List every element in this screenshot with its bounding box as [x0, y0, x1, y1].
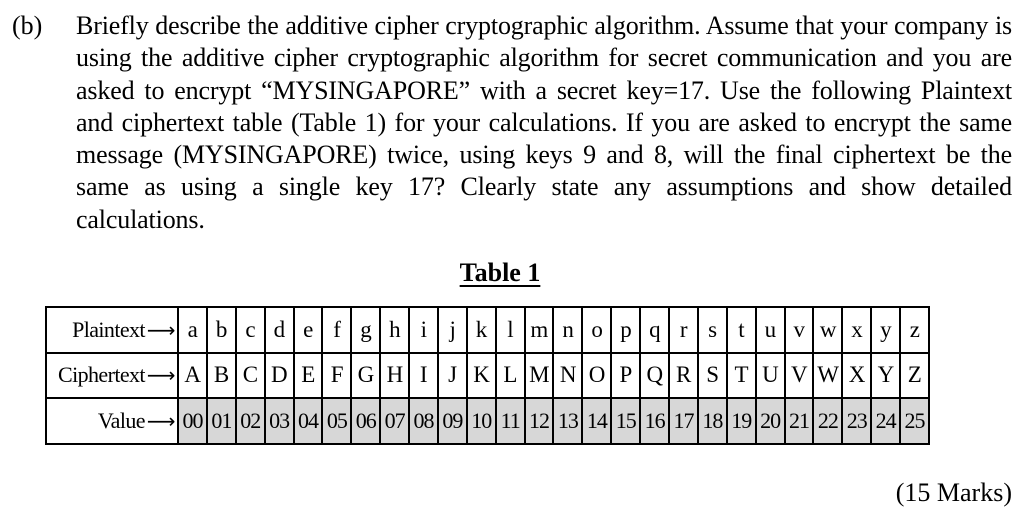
ciphertext-cell: A: [179, 354, 206, 398]
plaintext-cell: v: [786, 308, 813, 352]
plaintext-cell: o: [583, 308, 610, 352]
plaintext-cell: n: [554, 308, 581, 352]
ciphertext-cell: B: [208, 354, 235, 398]
value-cell: 19: [728, 399, 755, 443]
value-cell: 25: [901, 399, 928, 443]
ciphertext-cell: F: [323, 354, 350, 398]
value-cell: 18: [699, 399, 726, 443]
value-cell: 05: [323, 399, 350, 443]
value-cell: 06: [352, 399, 379, 443]
value-cell: 23: [843, 399, 870, 443]
ciphertext-cell: C: [237, 354, 264, 398]
ciphertext-cell: H: [381, 354, 408, 398]
value-cell: 07: [381, 399, 408, 443]
plaintext-cell: f: [323, 308, 350, 352]
value-cell: 09: [439, 399, 466, 443]
value-cell: 03: [266, 399, 293, 443]
plaintext-cell: t: [728, 308, 755, 352]
plaintext-cell: a: [179, 308, 206, 352]
value-cell: 01: [208, 399, 235, 443]
plaintext-cell: l: [497, 308, 524, 352]
value-cell: 08: [410, 399, 437, 443]
value-cell: 17: [670, 399, 697, 443]
row-label-value: [47, 399, 177, 443]
value-cell: 16: [641, 399, 668, 443]
value-cell: 00: [179, 399, 206, 443]
ciphertext-cell: T: [728, 354, 755, 398]
row-label-text: Ciphertext: [58, 362, 145, 388]
ciphertext-cell: K: [468, 354, 495, 398]
ciphertext-cell: R: [670, 354, 697, 398]
value-cell: 13: [554, 399, 581, 443]
ciphertext-cell: O: [583, 354, 610, 398]
plaintext-cell: c: [237, 308, 264, 352]
table-title: Table 1: [459, 258, 541, 287]
plaintext-cell: u: [757, 308, 784, 352]
value-cell: 24: [872, 399, 899, 443]
value-cell: 12: [526, 399, 553, 443]
plaintext-cell: z: [901, 308, 928, 352]
question-text: Briefly describe the additive cipher cryptographic algorithm. Assume that your company is using the additive cipher cryptographic algorithm for secret communication and you are asked to encrypt “MYSINGAPORE” with a secret key=17. Use the following Plaintext and ciphertext table (Table 1) for your calculations. If you are asked to encrypt the same message (MYSINGAPORE) twice, using keys 9 and 8, will the final ciphertext be the same as using a single key 17? Clearly state any assumptions and show detailed calculations.: [76, 11, 1012, 234]
value-cell: 02: [237, 399, 264, 443]
ciphertext-cell: Y: [872, 354, 899, 398]
ciphertext-cell: G: [352, 354, 379, 398]
ciphertext-cell: V: [786, 354, 813, 398]
ciphertext-cell: D: [266, 354, 293, 398]
ciphertext-cell: Z: [901, 354, 928, 398]
plaintext-cell: d: [266, 308, 293, 352]
ciphertext-cell: I: [410, 354, 437, 398]
marks-label: (15 Marks): [895, 478, 1012, 507]
ciphertext-cell: L: [497, 354, 524, 398]
plaintext-cell: j: [439, 308, 466, 352]
row-label-ciphertext: [47, 354, 177, 398]
plaintext-cell: s: [699, 308, 726, 352]
plaintext-cell: w: [814, 308, 841, 352]
plaintext-cell: x: [843, 308, 870, 352]
plaintext-cell: e: [295, 308, 322, 352]
ciphertext-cell: M: [526, 354, 553, 398]
row-label-plaintext: [47, 308, 177, 352]
ciphertext-cell: W: [814, 354, 841, 398]
ciphertext-cell: U: [757, 354, 784, 398]
cipher-table: [45, 306, 930, 445]
arrow-right-icon: ⟶: [146, 317, 175, 342]
ciphertext-cell: X: [843, 354, 870, 398]
plaintext-cell: m: [526, 308, 553, 352]
value-cell: 11: [497, 399, 524, 443]
value-cell: 22: [814, 399, 841, 443]
value-cell: 14: [583, 399, 610, 443]
ciphertext-cell: S: [699, 354, 726, 398]
plaintext-cell: k: [468, 308, 495, 352]
plaintext-cell: r: [670, 308, 697, 352]
cipher-table-grid: [47, 308, 928, 443]
row-label-text: Value: [97, 408, 145, 434]
plaintext-cell: h: [381, 308, 408, 352]
row-label-text: Plaintext: [72, 316, 145, 342]
plaintext-cell: q: [641, 308, 668, 352]
ciphertext-cell: P: [612, 354, 639, 398]
value-cell: 04: [295, 399, 322, 443]
ciphertext-cell: Q: [641, 354, 668, 398]
value-cell: 15: [612, 399, 639, 443]
plaintext-cell: b: [208, 308, 235, 352]
plaintext-cell: i: [410, 308, 437, 352]
value-cell: 21: [786, 399, 813, 443]
ciphertext-cell: E: [295, 354, 322, 398]
plaintext-cell: g: [352, 308, 379, 352]
question-label: (b): [12, 11, 43, 40]
ciphertext-cell: N: [554, 354, 581, 398]
ciphertext-cell: J: [439, 354, 466, 398]
value-cell: 10: [468, 399, 495, 443]
arrow-right-icon: ⟶: [146, 409, 175, 434]
value-cell: 20: [757, 399, 784, 443]
plaintext-cell: p: [612, 308, 639, 352]
plaintext-cell: y: [872, 308, 899, 352]
arrow-right-icon: ⟶: [146, 363, 175, 388]
